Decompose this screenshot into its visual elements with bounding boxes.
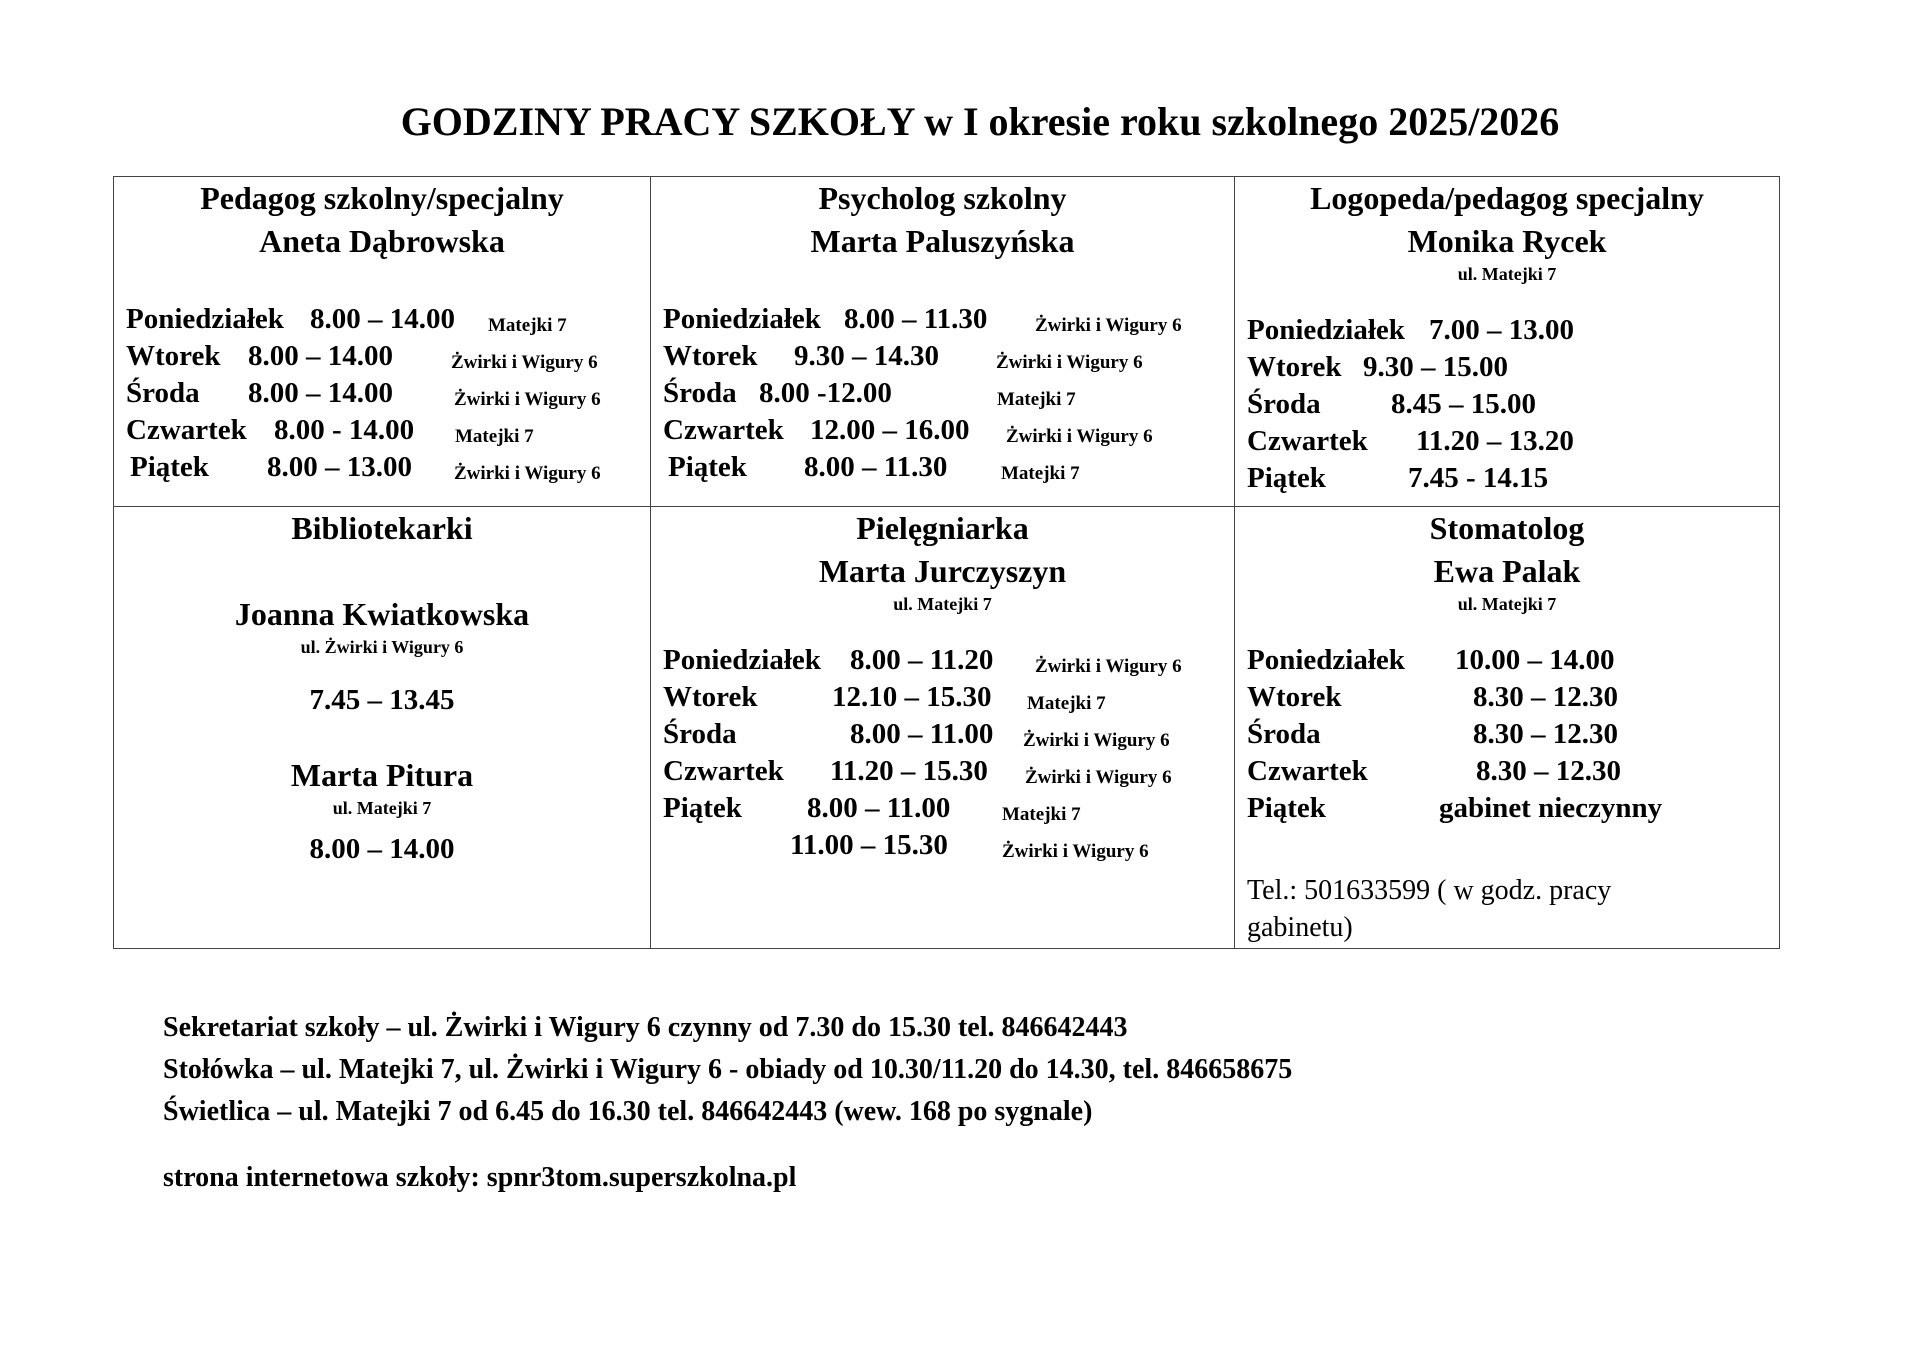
- location: Żwirki i Wigury 6: [1002, 841, 1149, 862]
- time-range: 8.00 – 14.00: [248, 377, 393, 409]
- footer-swietlica: Świetlica – ul. Matejki 7 od 6.45 do 16.30 tel. 846642443 (wew. 168 po sygnale): [163, 1096, 1093, 1127]
- page-title: GODZINY PRACY SZKOŁY w I okresie roku szkolnego 2025/2026: [400, 99, 1560, 144]
- schedule-row: [651, 679, 1234, 716]
- footer-website: strona internetowa szkoły: spnr3tom.superszkolna.pl: [163, 1162, 797, 1193]
- cell-biblioteka: [114, 507, 651, 949]
- schedule-row: [651, 338, 1234, 375]
- phone-info-continued: gabinetu): [1247, 912, 1353, 943]
- time-range: 8.00 - 14.00: [274, 414, 415, 446]
- schedule-row: [651, 412, 1234, 449]
- schedule-row: [114, 338, 650, 375]
- day-label: Wtorek: [126, 340, 221, 372]
- location: Żwirki i Wigury 6: [1025, 767, 1172, 788]
- phone-info: Tel.: 501633599 ( w godz. pracy: [1247, 875, 1612, 906]
- schedule-row: [651, 375, 1234, 412]
- schedule-row: [1235, 312, 1779, 349]
- role-title: Logopeda/pedagog specjalny: [1310, 180, 1704, 216]
- day-label: Piątek: [1247, 462, 1326, 494]
- day-label: Wtorek: [1247, 351, 1342, 383]
- time-range: 8.00 – 11.30: [804, 451, 948, 483]
- schedule-row: [1235, 642, 1779, 679]
- footer-stolowka: Stołówka – ul. Matejki 7, ul. Żwirki i Wigury 6 - obiady od 10.30/11.20 do 14.30, tel. 846658675: [163, 1054, 1293, 1085]
- day-label: Poniedziałek: [126, 303, 284, 335]
- time-range: 10.00 – 14.00: [1455, 644, 1615, 676]
- time-range: 7.00 – 13.00: [1429, 314, 1574, 346]
- address: ul. Matejki 7: [1457, 594, 1557, 614]
- location: Żwirki i Wigury 6: [1006, 426, 1153, 447]
- cell-pedagog: [114, 177, 651, 507]
- schedule-list: [1235, 312, 1779, 497]
- day-label: Piątek: [1247, 792, 1326, 824]
- location: Żwirki i Wigury 6: [451, 352, 598, 373]
- time-range: 8.30 – 12.30: [1473, 718, 1618, 750]
- time-range: 8.00 – 11.20: [850, 644, 994, 676]
- day-label: Piątek: [130, 451, 209, 483]
- time-range: 8.00 – 11.00: [850, 718, 994, 750]
- day-label: Piątek: [663, 792, 742, 824]
- schedule-row: [651, 642, 1234, 679]
- time-range: 11.00 – 15.30: [790, 829, 948, 861]
- day-label: Wtorek: [663, 681, 758, 713]
- address: ul. Żwirki i Wigury 6: [300, 637, 464, 657]
- schedule-table: [113, 176, 1780, 949]
- schedule-row: [114, 375, 650, 412]
- schedule-list: [651, 642, 1234, 864]
- schedule-row: [114, 412, 650, 449]
- schedule-row: [1235, 349, 1779, 386]
- time-range: 9.30 – 15.00: [1363, 351, 1508, 383]
- schedule-row: [651, 827, 1234, 864]
- day-label: Czwartek: [1247, 755, 1368, 787]
- location: Matejki 7: [997, 389, 1076, 410]
- location: Żwirki i Wigury 6: [1023, 730, 1170, 751]
- time-range: 8.45 – 15.00: [1391, 388, 1536, 420]
- location: Matejki 7: [455, 426, 534, 447]
- location: Żwirki i Wigury 6: [454, 463, 601, 484]
- day-label: Czwartek: [663, 414, 784, 446]
- time-range: 8.30 – 12.30: [1473, 681, 1618, 713]
- time-range: 8.00 -12.00: [759, 377, 892, 409]
- time-range: 8.00 – 13.00: [267, 451, 412, 483]
- schedule-row: [651, 790, 1234, 827]
- person-name: Ewa Palak: [1433, 553, 1581, 589]
- person-name: Marta Jurczyszyn: [818, 553, 1067, 589]
- person-name: Joanna Kwiatkowska: [234, 596, 530, 632]
- schedule-row: [1235, 386, 1779, 423]
- location: Żwirki i Wigury 6: [996, 352, 1143, 373]
- address: ul. Matejki 7: [893, 594, 992, 614]
- day-label: Środa: [1247, 718, 1321, 750]
- schedule-row: [1235, 423, 1779, 460]
- location: Matejki 7: [1001, 463, 1080, 484]
- location: Żwirki i Wigury 6: [454, 389, 601, 410]
- schedule-list: [1235, 642, 1779, 827]
- day-label: Czwartek: [663, 755, 784, 787]
- schedule-row: [1235, 460, 1779, 497]
- day-label: Czwartek: [126, 414, 247, 446]
- schedule-list: [114, 301, 650, 486]
- day-label: Wtorek: [663, 340, 758, 372]
- time-range: 8.00 – 11.30: [844, 303, 988, 335]
- location: Żwirki i Wigury 6: [1035, 315, 1182, 336]
- time-range: 12.10 – 15.30: [832, 681, 992, 713]
- address: ul. Matejki 7: [1457, 264, 1557, 284]
- day-label: Poniedziałek: [1247, 314, 1405, 346]
- footer-sekretariat: Sekretariat szkoły – ul. Żwirki i Wigury 6 czynny od 7.30 do 15.30 tel. 846642443: [163, 1012, 1128, 1043]
- schedule-row: [1235, 679, 1779, 716]
- schedule-row: [651, 753, 1234, 790]
- time-range: gabinet nieczynny: [1439, 792, 1663, 824]
- time-range: 8.30 – 12.30: [1476, 755, 1621, 787]
- schedule-list: [651, 301, 1234, 486]
- schedule-row: [651, 716, 1234, 753]
- day-label: Środa: [663, 718, 737, 750]
- hours: 7.45 – 13.45: [309, 684, 455, 716]
- time-range: 11.20 – 15.30: [830, 755, 988, 787]
- location: Matejki 7: [1002, 804, 1081, 825]
- schedule-row: [1235, 753, 1779, 790]
- cell-psycholog: [651, 177, 1235, 507]
- hours: 8.00 – 14.00: [309, 833, 455, 865]
- time-range: 12.00 – 16.00: [810, 414, 970, 446]
- role-title: Pielęgniarka: [856, 510, 1029, 546]
- address: ul. Matejki 7: [332, 798, 432, 818]
- cell-stomatolog: [1235, 507, 1780, 949]
- schedule-row: [1235, 790, 1779, 827]
- time-range: 9.30 – 14.30: [794, 340, 939, 372]
- schedule-row: [114, 449, 650, 486]
- time-range: 8.00 – 11.00: [807, 792, 951, 824]
- time-range: 8.00 – 14.00: [310, 303, 455, 335]
- location: Żwirki i Wigury 6: [1035, 656, 1182, 677]
- schedule-row: [651, 301, 1234, 338]
- time-range: 8.00 – 14.00: [248, 340, 393, 372]
- role-title: Psycholog szkolny: [818, 180, 1067, 216]
- time-range: 11.20 – 13.20: [1416, 425, 1574, 457]
- person-name: Monika Rycek: [1407, 223, 1607, 259]
- time-range: 7.45 - 14.15: [1408, 462, 1549, 494]
- day-label: Środa: [1247, 388, 1321, 420]
- schedule-row: [114, 301, 650, 338]
- person-name: Marta Paluszyńska: [810, 223, 1075, 259]
- cell-pielegniarka: [651, 507, 1235, 949]
- role-title: Stomatolog: [1429, 510, 1585, 546]
- day-label: Poniedziałek: [1247, 644, 1405, 676]
- schedule-row: [651, 449, 1234, 486]
- day-label: Piątek: [668, 451, 747, 483]
- role-title: Pedagog szkolny/specjalny: [200, 180, 564, 216]
- day-label: Wtorek: [1247, 681, 1342, 713]
- cell-logopeda: [1235, 177, 1780, 507]
- location: Matejki 7: [1027, 693, 1106, 714]
- day-label: Środa: [126, 377, 200, 409]
- role-title: Bibliotekarki: [291, 510, 473, 546]
- person-name: Marta Pitura: [290, 757, 474, 793]
- location: Matejki 7: [488, 315, 567, 336]
- day-label: Środa: [663, 377, 737, 409]
- person-name: Aneta Dąbrowska: [259, 223, 505, 259]
- schedule-row: [1235, 716, 1779, 753]
- day-label: Poniedziałek: [663, 303, 821, 335]
- day-label: Poniedziałek: [663, 644, 821, 676]
- day-label: Czwartek: [1247, 425, 1368, 457]
